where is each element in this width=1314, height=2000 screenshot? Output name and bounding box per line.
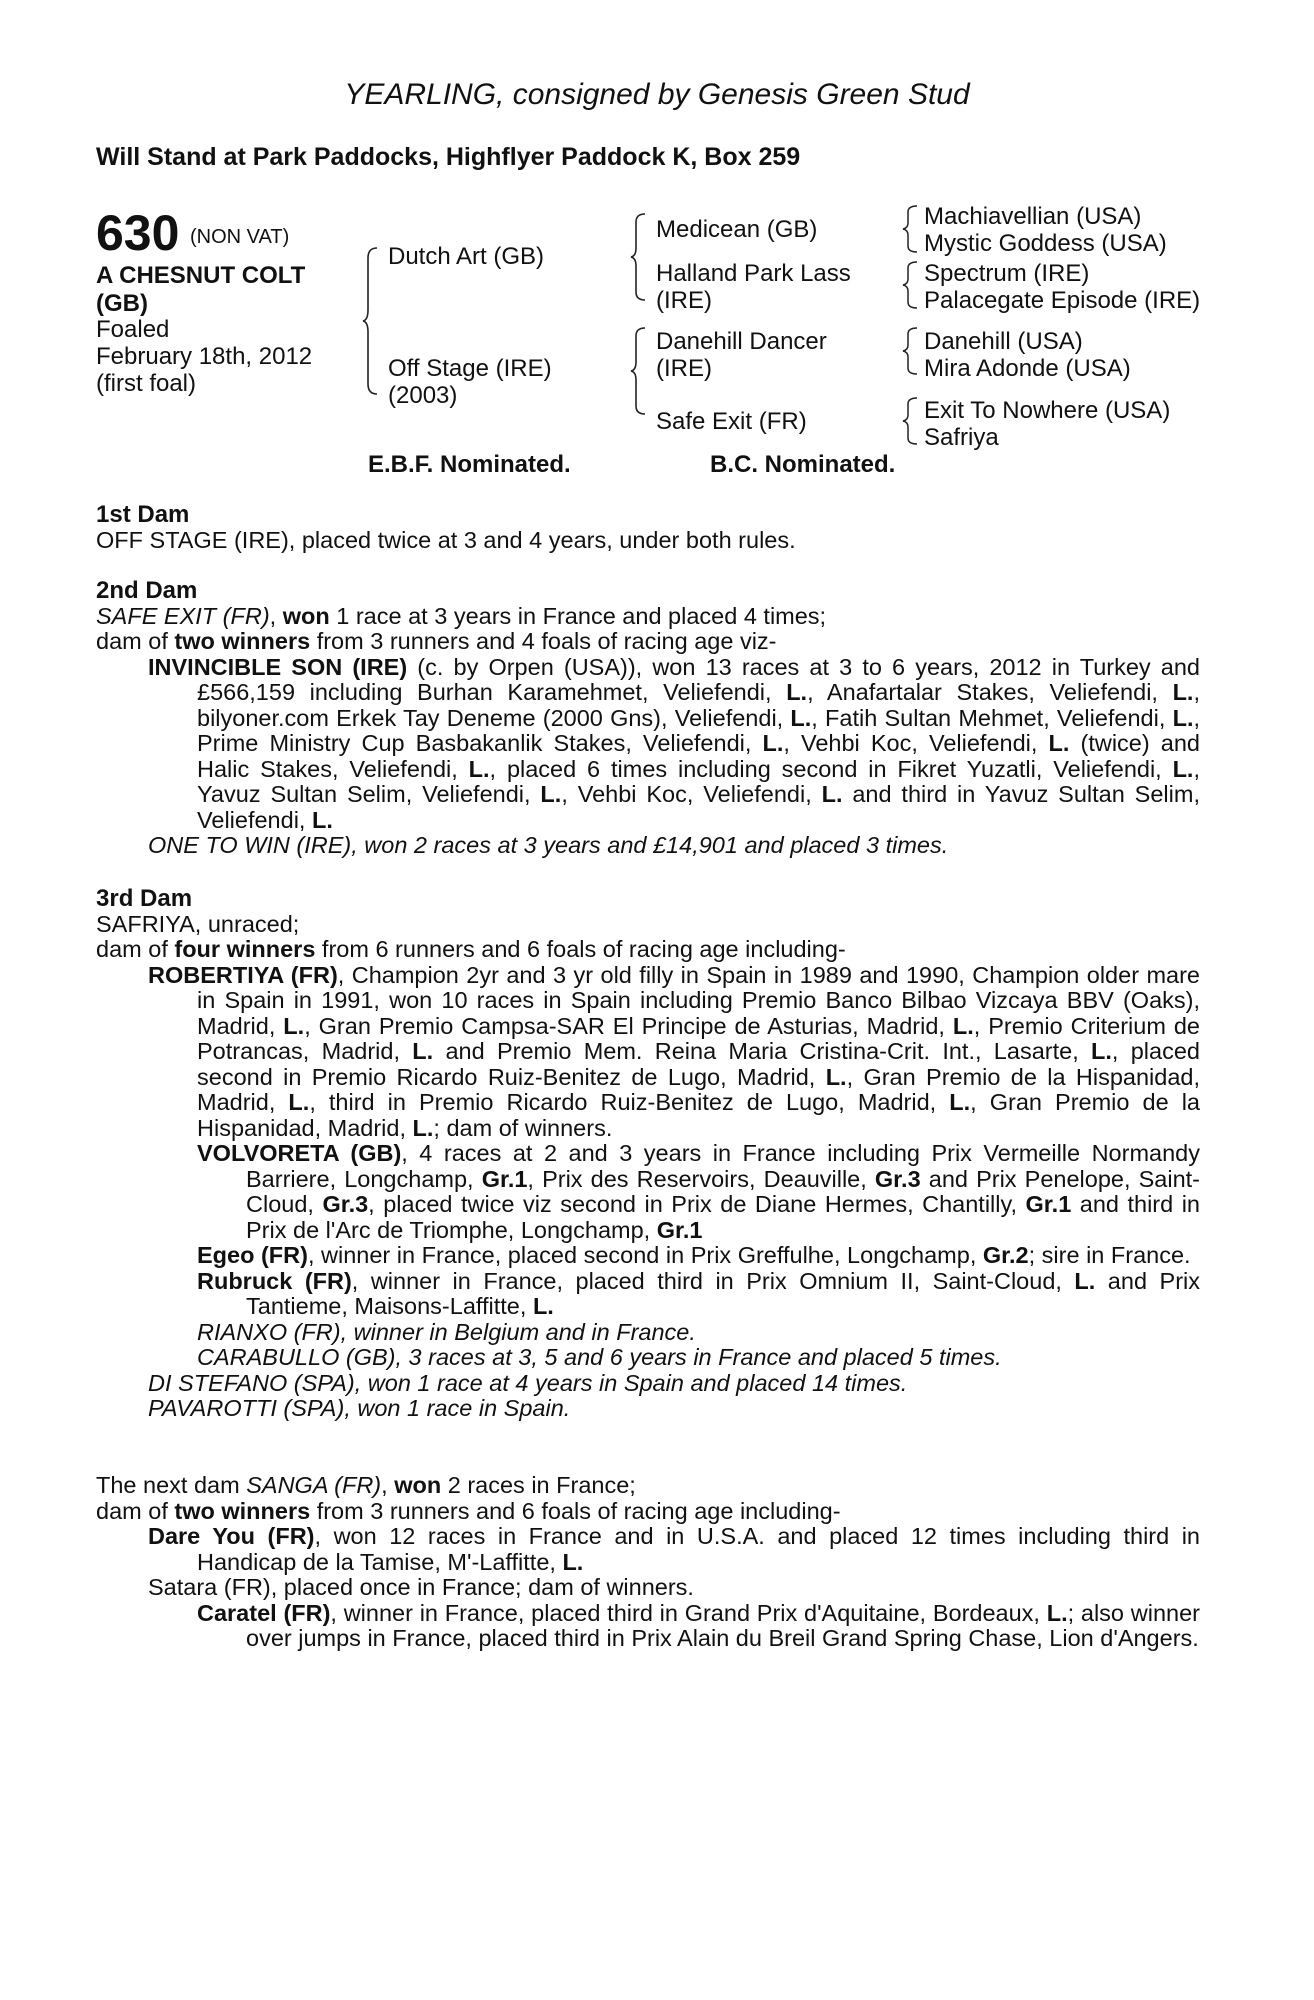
satara-entry: Satara (FR), placed once in France; dam of winners. — [148, 1574, 694, 1600]
volvoreta-entry: VOLVORETA (GB), 4 races at 2 and 3 years in France including Prix Vermeille Normandy Barriere, Longchamp, Gr.1, Prix des Reservoirs, Deauville, Gr.3 and Prix Penelope, Saint-Cloud, Gr.3, placed twice viz second in Prix de Diane Hermes, Chantilly, Gr.1 and third in Prix de l'Arc de Triomphe, Longchamp, Gr.1 — [197, 1140, 1201, 1243]
first-dam-text: OFF STAGE (IRE), placed twice at 3 and 4 years, under both rules. — [96, 526, 796, 553]
lot-name-line2: (GB) — [96, 290, 148, 317]
pedigree-dam — [388, 355, 552, 409]
pedigree-dam-line1: Off Stage (IRE) — [388, 355, 552, 382]
second-dam-heading: 2nd Dam — [96, 577, 198, 604]
pedigree-ssd: Mystic Goddess (USA) — [924, 230, 1167, 257]
pedigree-ddd: Safriya — [924, 424, 999, 451]
gg-brace-1 — [902, 204, 920, 254]
caratel-entry: Caratel (FR), winner in France, placed third in Grand Prix d'Aquitaine, Bordeaux, L.; also winner over jumps in France, placed third in Prix Alain du Breil Grand Spring Chase, Lion d'Angers. — [197, 1599, 1200, 1651]
foaled-label: Foaled — [96, 316, 170, 343]
page-title: YEARLING, consigned by Genesis Green Stud — [344, 78, 970, 111]
next-dam-section — [96, 1473, 1200, 1652]
dare-you-entry: Dare You (FR), won 12 races in France and in U.S.A. and placed 12 times including third in Handicap de la Tamise, M'-Laffitte, L. — [148, 1523, 1200, 1575]
pedigree-dam-line2: (2003) — [388, 382, 458, 409]
pedigree-dds: Exit To Nowhere (USA) — [924, 397, 1171, 424]
stand-location: Will Stand at Park Paddocks, Highflyer Paddock K, Box 259 — [96, 143, 801, 171]
pedigree-sss: Machiavellian (USA) — [924, 203, 1142, 230]
ebf-nomination: E.B.F. Nominated. — [368, 451, 571, 478]
pavarotti-entry: PAVAROTTI (SPA), won 1 race in Spain. — [148, 1395, 571, 1421]
egeo-entry: Egeo (FR), winner in France, placed second in Prix Greffulhe, Longchamp, Gr.2; sire in France. — [197, 1242, 1191, 1268]
next-dam-line: The next dam SANGA (FR), won 2 races in France; — [96, 1472, 636, 1498]
sire-dam-brace — [362, 246, 380, 396]
third-dam-heading: 3rd Dam — [96, 885, 193, 912]
robertiya-entry: ROBERTIYA (FR), Champion 2yr and 3 yr old filly in Spain in 1989 and 1990, Champion older mare in Spain in 1991, won 10 races in Spain including Premio Banco Bilbao Vizcaya BBV (Oaks), Madrid, L., Gran Premio Campsa-SAR El Principe de Asturias, Madrid, L., Premio Criterium de Potrancas, Madrid, L. and Premio Mem. Reina Maria Cristina-Crit. Int., Lasarte, L., placed second in Premio Ricardo Ruiz-Benitez de Lugo, Madrid, L., Gran Premio de la Hispanidad, Madrid, L., third in Premio Ricardo Ruiz-Benitez de Lugo, Madrid, L., Gran Premio de la Hispanidad, Madrid, L.; dam of winners. — [148, 961, 1200, 1141]
first-dam-heading: 1st Dam — [96, 501, 190, 528]
rubruck-entry: Rubruck (FR), winner in France, placed third in Prix Omnium II, Saint-Cloud, L. and Prix Tantieme, Maisons-Laffitte, L. — [197, 1267, 1200, 1319]
pedigree-sire-dam-line2: (IRE) — [656, 287, 712, 314]
third-dam-line: SAFRIYA, unraced; — [96, 910, 300, 937]
di-stefano-entry: DI STEFANO (SPA), won 1 race at 4 years in Spain and placed 14 times. — [148, 1369, 908, 1396]
second-dam-name: SAFE EXIT (FR) — [96, 602, 270, 629]
vat-status: (NON VAT) — [190, 226, 290, 248]
pedigree-dam-sire-line2: (IRE) — [656, 355, 712, 382]
pedigree-sire-sire: Medicean (GB) — [656, 216, 818, 243]
pedigree-dam-sire-line1: Danehill Dancer — [656, 328, 827, 355]
second-dam-line: SAFE EXIT (FR), won 1 race at 3 years in France and placed 4 times; — [96, 602, 827, 629]
gg-brace-3 — [902, 326, 920, 376]
foaled-date: February 18th, 2012 — [96, 343, 313, 370]
pedigree-sire-dam-line1: Halland Park Lass — [656, 260, 851, 287]
pedigree-dss: Danehill (USA) — [924, 328, 1083, 355]
sire-line-brace — [630, 212, 648, 302]
third-dam-produce-line: dam of four winners from 6 runners and 6 foals of racing age including- — [96, 936, 846, 962]
gg-brace-4 — [902, 396, 920, 446]
third-dam-section — [96, 886, 1200, 1422]
pedigree-dam-sire — [656, 328, 827, 382]
lot-name — [96, 262, 305, 318]
gg-brace-2 — [902, 260, 920, 310]
lot-name-line1: A CHESNUT COLT — [96, 262, 306, 289]
invincible-son-entry: INVINCIBLE SON (IRE) (c. by Orpen (USA)), won 13 races at 3 to 6 years, 2012 in Turkey and £566,159 including Burhan Karamehmet, Veliefendi, L., Anafartalar Stakes, Veliefendi, L., bilyoner.com Erkek Tay Deneme (2000 Gns), Veliefendi, L., Fatih Sultan Mehmet, Veliefendi, L., Prime Ministry Cup Basbakanlik Stakes, Veliefendi, L., Vehbi Koc, Veliefendi, L. (twice) and Halic Stakes, Veliefendi, L., placed 6 times including second in Fikret Yuzatli, Veliefendi, L., Yavuz Sultan Selim, Veliefendi, L., Vehbi Koc, Veliefendi, L. and third in Yavuz Sultan Selim, Veliefendi, L. — [148, 653, 1201, 833]
pedigree-dam-dam: Safe Exit (FR) — [656, 408, 807, 435]
pedigree-sire: Dutch Art (GB) — [388, 243, 545, 270]
next-dam-produce-line: dam of two winners from 3 runners and 6 foals of racing age including- — [96, 1497, 841, 1524]
second-dam-section — [96, 578, 1200, 859]
pedigree-sds: Spectrum (IRE) — [924, 260, 1090, 287]
carabullo-entry: CARABULLO (GB), 3 races at 3, 5 and 6 years in France and placed 5 times. — [197, 1344, 1002, 1370]
one-to-win-entry: ONE TO WIN (IRE), won 2 races at 3 years and £14,901 and placed 3 times. — [148, 832, 949, 858]
rianxo-entry: RIANXO (FR), winner in Belgium and in France. — [197, 1318, 696, 1345]
bc-nomination: B.C. Nominated. — [710, 451, 896, 478]
dam-line-brace — [630, 326, 648, 416]
second-dam-produce-line: dam of two winners from 3 runners and 4 foals of racing age viz- — [96, 628, 777, 654]
foal-note: (first foal) — [96, 370, 197, 397]
first-dam-section — [96, 502, 1200, 553]
foaled-info — [96, 316, 312, 397]
pedigree-dsd: Mira Adonde (USA) — [924, 355, 1131, 382]
pedigree-sdd: Palacegate Episode (IRE) — [924, 287, 1201, 314]
pedigree-sire-dam — [656, 260, 851, 314]
lot-number: 630 — [96, 205, 180, 261]
